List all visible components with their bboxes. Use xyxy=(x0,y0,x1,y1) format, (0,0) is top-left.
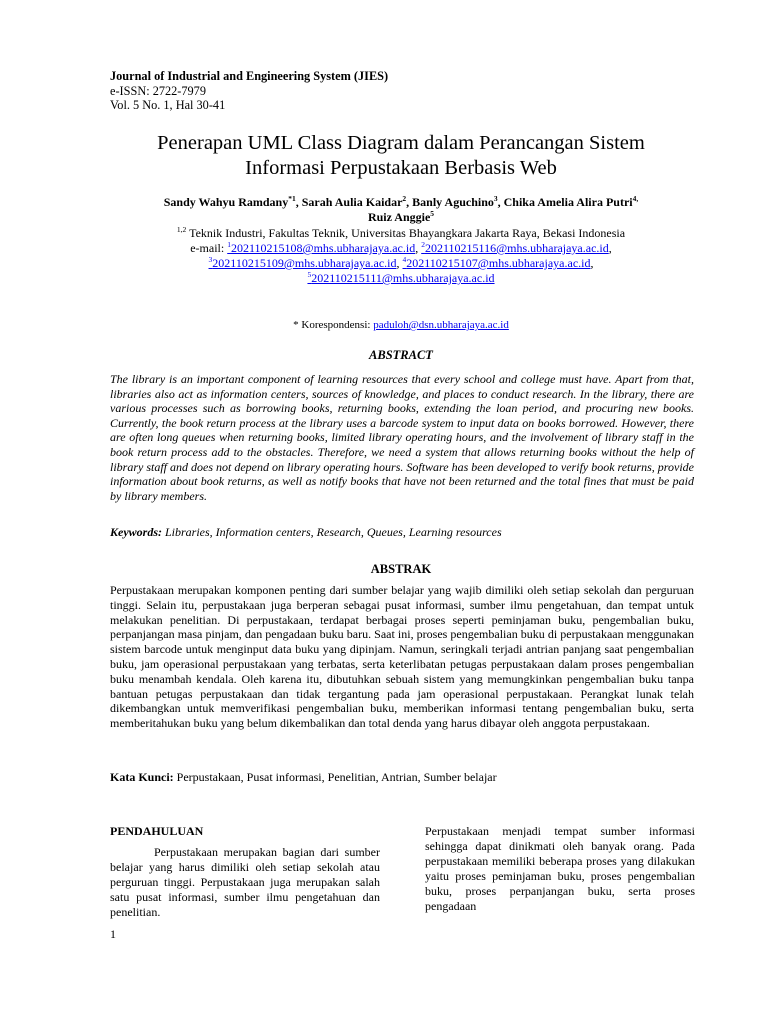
author-name: Ruiz Anggie xyxy=(367,209,431,224)
intro-paragraph-right: Perpustakaan menjadi tempat sumber informasi sehingga dapat dinikmati oleh banyak orang. Pada perpustakaan memiliki beberapa proses yang dilakukan yaitu proses peminjaman buku, proses pengembalian buku, proses perpanjangan buku, serta proses pengadaan xyxy=(425,824,695,913)
title-line-2: Informasi Perpustakaan Berbasis Web xyxy=(245,157,557,179)
email-link[interactable] xyxy=(421,241,609,255)
journal-header xyxy=(110,69,388,113)
author-sup: 4, xyxy=(632,194,639,203)
author-name: Sandy Wahyu Ramdany xyxy=(163,195,289,209)
email-link[interactable] xyxy=(307,271,494,285)
correspondence-line xyxy=(110,318,692,332)
paper-title xyxy=(110,131,692,181)
correspondence-label: * Korespondensi: xyxy=(293,319,374,331)
affiliation-block xyxy=(110,226,692,286)
abstrak-keywords xyxy=(110,770,694,785)
email-address: 202110215108@mhs.ubharajaya.ac.id xyxy=(230,241,416,255)
email-line-3 xyxy=(110,271,692,286)
email-sup: 1 xyxy=(227,240,231,249)
journal-volume: Vol. 5 No. 1, Hal 30-41 xyxy=(110,98,226,113)
keywords-text: Libraries, Information centers, Research, Queues, Learning resources xyxy=(162,525,502,539)
journal-issn: e-ISSN: 2722-7979 xyxy=(110,83,206,98)
email-link[interactable] xyxy=(403,256,591,270)
intro-left-column xyxy=(110,824,380,920)
author-name: Banly Aguchino xyxy=(412,195,494,209)
correspondence-email-link[interactable]: paduloh@dsn.ubharajaya.ac.id xyxy=(373,319,509,331)
author-sup: *1 xyxy=(288,194,296,203)
email-label: e-mail: xyxy=(190,241,228,255)
email-line-2: $^3$202110215109@mhs.ubharajaya.ac.id, $^4$202110215107@mhs.ubharajaya.ac.id, xyxy=(208,255,594,270)
email-sup: 4 xyxy=(402,255,407,264)
journal-name: Journal of Industrial and Engineering System (JIES) xyxy=(110,69,389,83)
intro-paragraph-left: Perpustakaan merupakan bagian dari sumber belajar yang harus dimiliki oleh setiap sekolah atau perguruan tinggi. Perpustakaan juga merupakan salah satu pusat informasi, sumber ilmu pengetahuan dan penelitian. xyxy=(110,845,380,919)
page-number: 1 xyxy=(110,927,116,941)
email-address: 202110215116@mhs.ubharajaya.ac.id xyxy=(424,241,609,255)
email-line-1: e-mail: $^1$202110215108@mhs.ubharajaya.ac.id, $^2$202110215116@mhs.ubharajaya.ac.id, xyxy=(190,240,612,255)
author-sup: 3 xyxy=(493,194,498,203)
author-sup: 2 xyxy=(402,194,407,203)
kata-kunci-label: Kata Kunci: xyxy=(110,770,174,784)
section-heading: PENDAHULUAN xyxy=(110,824,204,838)
abstract-heading: ABSTRACT xyxy=(369,348,433,362)
email-address: 202110215107@mhs.ubharajaya.ac.id xyxy=(406,256,591,270)
email-address: 202110215109@mhs.ubharajaya.ac.id xyxy=(212,256,397,270)
author-name: Sarah Aulia Kaidar xyxy=(301,195,403,209)
affiliation-sup: 1,2 xyxy=(176,225,187,234)
email-link[interactable] xyxy=(209,256,397,270)
keywords-label: Keywords: xyxy=(110,525,162,539)
abstract-text: The library is an important component of learning resources that every school and college must have. Apart from that, libraries also act as information centers, sources of knowledge, and places to conduct research. In the library, there are various processes such as borrowing books, returning books, extending the loan period, and procuring new books. Currently, the book return process at the library uses a barcode system to input data on books borrowed. However, there are often long queues when returning books, limited library operating hours, and the involvement of library staff in the book return process add to the obstacles. Therefore, we need a system that allows returning books without the help of library staff and does not depend on library operating hours. Software has been developed to verify book returns, provide information about book returns, as well as notify books that have not been returned and the total fines that must be paid by library members. xyxy=(110,372,694,503)
kata-kunci-text: Perpustakaan, Pusat informasi, Penelitian, Antrian, Sumber belajar xyxy=(173,770,497,784)
email-sup: 5 xyxy=(307,270,312,279)
affiliation-text: Teknik Industri, Fakultas Teknik, Universitas Bhayangkara Jakarta Raya, Bekasi Indonesia xyxy=(189,226,626,240)
email-address: 202110215111@mhs.ubharajaya.ac.id xyxy=(311,271,495,285)
title-line-1: Penerapan UML Class Diagram dalam Perancangan Sistem xyxy=(157,132,645,154)
abstract-keywords xyxy=(110,525,694,540)
author-sup: 5 xyxy=(430,208,435,218)
abstrak-heading: ABSTRAK xyxy=(370,562,432,576)
abstrak-text: Perpustakaan merupakan komponen penting dari sumber belajar yang wajib dimiliki oleh setiap sekolah dan perguruan tinggi. Selain itu, perpustakaan juga berperan sebagai pusat informasi, sumber ilmu pengetahuan, dan tempat untuk melakukan penelitian. Di perpustakaan, terdapat berbagai proses seperti peminjaman buku, pengembalian buku, perpanjangan masa pinjam, dan pengadaan buku baru. Saat ini, proses pengembalian buku di perpustakaan menggunakan sistem barcode untuk menginput data buku yang dipinjam. Namun, seringkali terjadi antrian panjang saat pengembalian buku, jam operasional perpustakaan yang terbatas, serta keterlibatan petugas perpustakaan dalam proses pengembalian buku menambah kendala. Oleh karena itu, dibutuhkan sebuah sistem yang memungkinkan pengembalian buku tanpa bantuan petugas perpustakaan dan tidak tergantung pada jam operasional perpustakaan. Perangkat lunak telah dikembangkan untuk memverifikasi pengembalian buku, memberikan informasi tentang pengembalian buku, serta memberitahukan buku yang belum dikembalikan dan total denda yang harus dibayar oleh anggota perpustakaan. xyxy=(110,583,694,731)
email-sup: 3 xyxy=(208,255,213,264)
affiliation-line xyxy=(110,226,692,241)
email-link[interactable] xyxy=(227,241,415,255)
author-list: Sandy Wahyu Ramdany$^{*1}$, Sarah Aulia Kaidar$^2$, Banly Aguchino$^3$, Chika Amelia Alira Putri$^{4,}$ Ruiz Anggie$^5$ xyxy=(163,194,639,224)
email-sup: 2 xyxy=(421,240,425,249)
author-name: Chika Amelia Alira Putri xyxy=(503,195,633,209)
